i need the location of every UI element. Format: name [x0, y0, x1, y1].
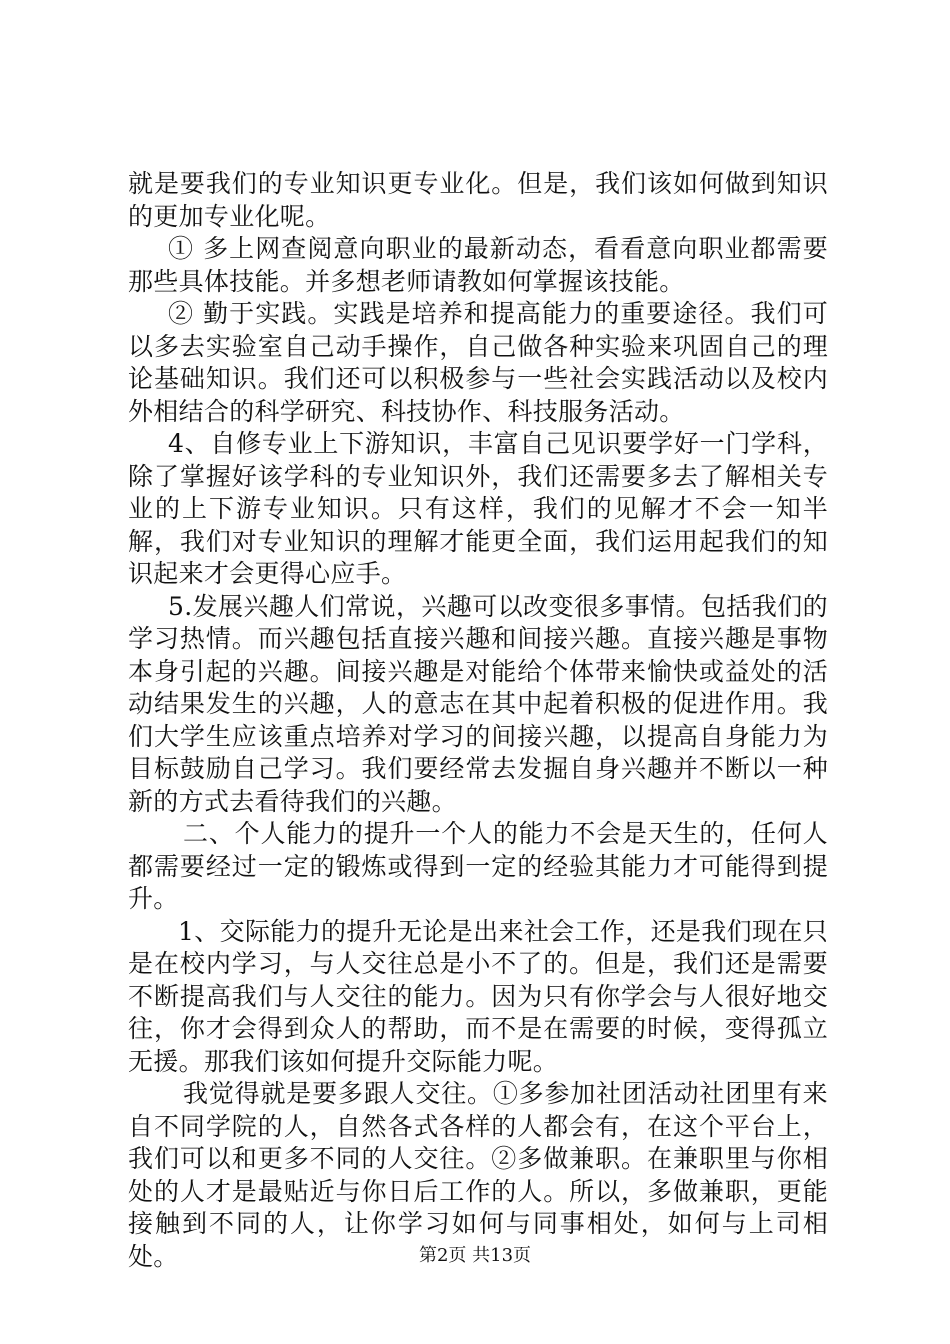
document-body: [128, 168, 828, 1273]
paragraph: 就是要我们的专业知识更专业化。但是，我们该如何做到知识的更加专业化呢。: [128, 169, 828, 231]
paragraph: 我觉得就是要多跟人交往。①多参加社团活动社团里有来自不同学院的人，自然各式各样的人都会有，在这个平台上，我们可以和更多不同的人交往。②多做兼职。在兼职里与你相处的人才是最贴近与你日后工作的人。所以，多做兼职，更能接触到不同的人，让你学习如何与同事相处，如何与上司相处。: [128, 1079, 828, 1271]
paragraph: 4、自修专业上下游知识，丰富自己见识要学好一门学科，除了掌握好该学科的专业知识外，我们还需要多去了解相关专业的上下游专业知识。只有这样，我们的见解才不会一知半解，我们对专业知识的理解才能更全面，我们运用起我们的知识起来才会更得心应手。: [128, 429, 828, 588]
paragraph: ② 勤于实践。实践是培养和提高能力的重要途径。我们可以多去实验室自己动手操作，自己做各种实验来巩固自己的理论基础知识。我们还可以积极参与一些社会实践活动以及校内外相结合的科学研究、科技协作、科技服务活动。: [128, 299, 828, 426]
paragraph: ① 多上网查阅意向职业的最新动态，看看意向职业都需要那些具体技能。并多想老师请教如何掌握该技能。: [128, 234, 828, 296]
page-footer: 第2页 共13页: [418, 1245, 532, 1266]
paragraph: 1、交际能力的提升无论是出来社会工作，还是我们现在只是在校内学习，与人交往总是小不了的。但是，我们还是需要不断提高我们与人交往的能力。因为只有你学会与人很好地交往，你才会得到众人的帮助，而不是在需要的时候，变得孤立无援。那我们该如何提升交际能力呢。: [128, 916, 828, 1076]
paragraph: 5.发展兴趣人们常说，兴趣可以改变很多事情。包括我们的学习热情。而兴趣包括直接兴趣和间接兴趣。直接兴趣是事物本身引起的兴趣。间接兴趣是对能给个体带来愉快或益处的活动结果发生的兴趣，人的意志在其中起着积极的促进作用。我们大学生应该重点培养对学习的间接兴趣，以提高自身能力为目标鼓励自己学习。我们要经常去发掘自身兴趣并不断以一种新的方式去看待我们的兴趣。: [128, 591, 828, 816]
paragraph: 二、个人能力的提升一个人的能力不会是天生的，任何人都需要经过一定的锻炼或得到一定的经验其能力才可能得到提升。: [128, 819, 828, 913]
